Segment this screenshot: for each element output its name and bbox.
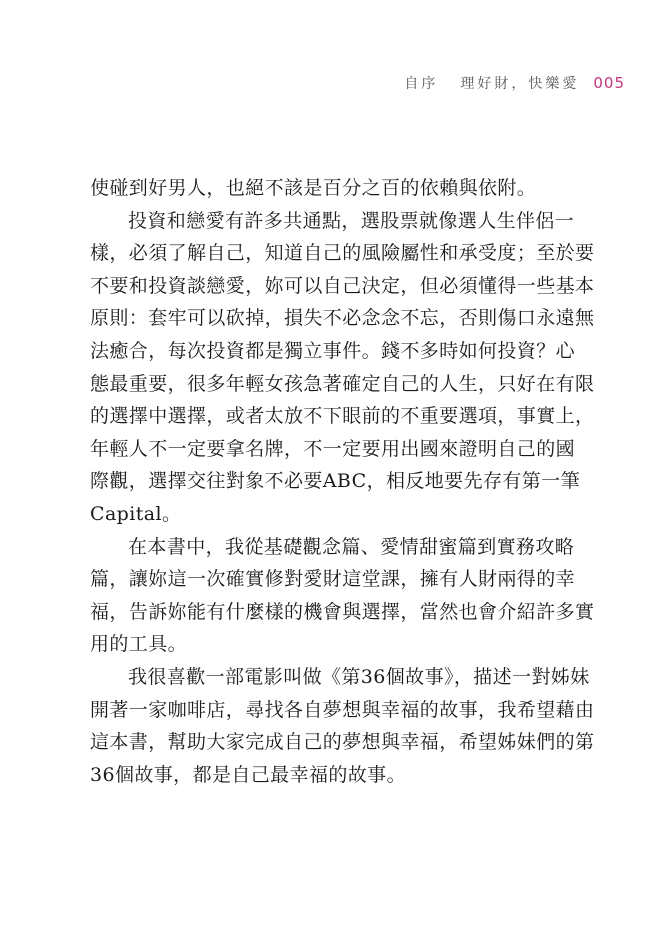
body-text: [90, 172, 595, 791]
text-line: 法癒合，每次投資都是獨立事件。錢不多時如何投資？心: [90, 339, 576, 362]
text-line: 際觀，選擇交往對象不必要ABC，相反地要先存有第一筆: [90, 470, 580, 493]
text-line: 篇，讓妳這一次確實修對愛財這堂課，擁有人財兩得的幸: [90, 568, 576, 591]
text-line: 福，告訴妳能有什麼樣的機會與選擇，當然也會介紹許多實: [90, 600, 595, 623]
text-line: 在本書中，我從基礎觀念篇、愛情甜蜜篇到實務攻略: [128, 535, 575, 558]
page-number: 005: [593, 74, 625, 92]
text-line: 投資和戀愛有許多共通點，選股票就像選人生伴侶一: [128, 209, 575, 232]
text-line: 態最重要，很多年輕女孩急著確定自己的人生，只好在有限: [90, 372, 595, 395]
text-line: 用的工具。: [90, 633, 188, 656]
paragraph-2: [90, 205, 595, 531]
paragraph-1: [90, 172, 580, 205]
text-line: 年輕人不一定要拿名牌，不一定要用出國來證明自己的國: [90, 437, 576, 460]
text-line: 使碰到好男人，也絕不該是百分之百的依賴與依附。: [90, 177, 537, 199]
text-line: 我很喜歡一部電影叫做《第36個故事》，描述一對姊妹: [128, 665, 590, 688]
text-line: 原則：套牢可以砍掉，損失不必念念不忘，否則傷口永遠無: [90, 307, 595, 330]
header-section-label: 自序: [404, 76, 439, 92]
text-line: 樣，必須了解自己，知道自己的風險屬性和承受度；至於要: [90, 242, 595, 265]
text-line: 不要和投資談戀愛，妳可以自己決定，但必須懂得一些基本: [90, 274, 595, 297]
paragraph-4: [90, 661, 595, 791]
running-header: [404, 72, 625, 94]
text-line: 這本書，幫助大家完成自己的夢想與幸福，希望姊妹們的第: [90, 731, 595, 754]
text-line: 36個故事，都是自己最幸福的故事。: [90, 763, 406, 786]
header-chapter-title: 理好財，快樂愛: [460, 76, 580, 92]
text-line: 的選擇中選擇，或者太放不下眼前的不重要選項，事實上，: [90, 405, 595, 428]
text-line: Capital。: [90, 502, 182, 525]
text-line: 開著一家咖啡店，尋找各自夢想與幸福的故事，我希望藉由: [90, 698, 595, 721]
paragraph-3: [90, 531, 595, 661]
